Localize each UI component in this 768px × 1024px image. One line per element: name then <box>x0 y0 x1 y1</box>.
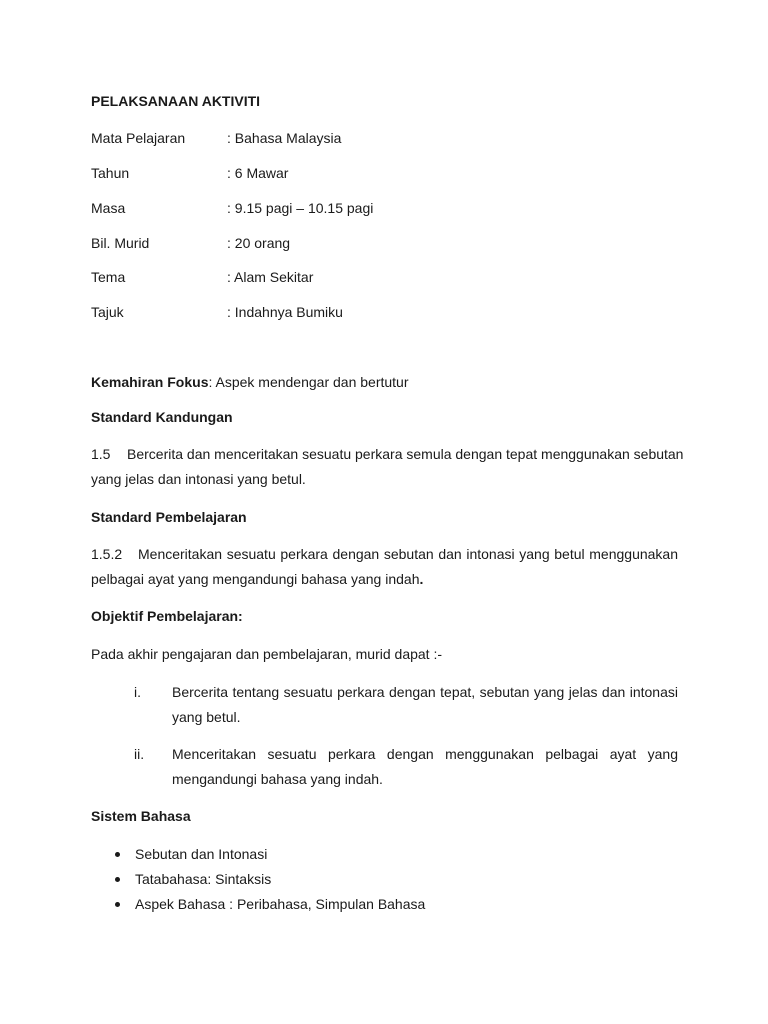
language-system-item: Tatabahasa: Sintaksis <box>135 871 272 887</box>
students-value: : 20 orang <box>227 235 291 251</box>
page-title: PELAKSANAAN AKTIVITI <box>91 93 261 109</box>
objectives-intro: Pada akhir pengajaran dan pembelajaran, murid dapat :- <box>91 646 443 662</box>
time-value: : 9.15 pagi – 10.15 pagi <box>227 200 374 216</box>
content-standard-line2: yang jelas dan intonasi yang betul. <box>91 471 306 487</box>
language-system-item: Sebutan dan Intonasi <box>135 846 268 862</box>
objective-numeral: ii. <box>134 746 145 762</box>
objective-line1: Bercerita tentang sesuatu perkara dengan tepat, sebutan yang jelas dan intonasi <box>172 684 678 700</box>
topic-label: Tajuk <box>91 304 124 320</box>
language-system-heading: Sistem Bahasa <box>91 808 191 824</box>
focus-skill <box>91 374 409 390</box>
objective-numeral: i. <box>134 684 141 700</box>
learning-standard-number: 1.5.2 <box>91 546 123 562</box>
year-label: Tahun <box>91 165 130 181</box>
learning-standard-heading: Standard Pembelajaran <box>91 509 247 525</box>
content-standard-heading: Standard Kandungan <box>91 409 233 425</box>
bullet-icon <box>115 877 120 882</box>
bullet-icon <box>115 902 120 907</box>
theme-label: Tema <box>91 269 126 285</box>
content-standard-number: 1.5 <box>91 446 111 462</box>
objective-line2: mengandungi bahasa yang indah. <box>172 771 383 787</box>
year-value: : 6 Mawar <box>227 165 289 181</box>
objective-line1: Menceritakan sesuatu perkara dengan menggunakan pelbagai ayat yang <box>172 746 678 762</box>
learning-standard-line1: Menceritakan sesuatu perkara dengan sebutan dan intonasi yang betul menggunakan <box>138 546 678 562</box>
content-standard-line1: Bercerita dan menceritakan sesuatu perkara semula dengan tepat menggunakan sebutan <box>127 446 684 462</box>
subject-label: Mata Pelajaran <box>91 130 186 146</box>
focus-value: : Aspek mendengar dan bertutur <box>208 374 409 390</box>
learning-standard-line2: pelbagai ayat yang mengandungi bahasa yang indah <box>91 571 420 587</box>
learning-standard-line2-end: . <box>419 571 424 587</box>
subject-value: : Bahasa Malaysia <box>227 130 342 146</box>
language-system-item: Aspek Bahasa : Peribahasa, Simpulan Bahasa <box>135 896 426 912</box>
topic-value: : Indahnya Bumiku <box>227 304 343 320</box>
learning-standard-line2-wrap <box>91 571 423 587</box>
objective-line2: yang betul. <box>172 709 241 725</box>
students-label: Bil. Murid <box>91 235 150 251</box>
focus-label: Kemahiran Fokus <box>91 374 209 390</box>
objectives-heading: Objektif Pembelajaran: <box>91 608 243 624</box>
time-label: Masa <box>91 200 126 216</box>
theme-value: : Alam Sekitar <box>227 269 314 285</box>
bullet-icon <box>115 852 120 857</box>
